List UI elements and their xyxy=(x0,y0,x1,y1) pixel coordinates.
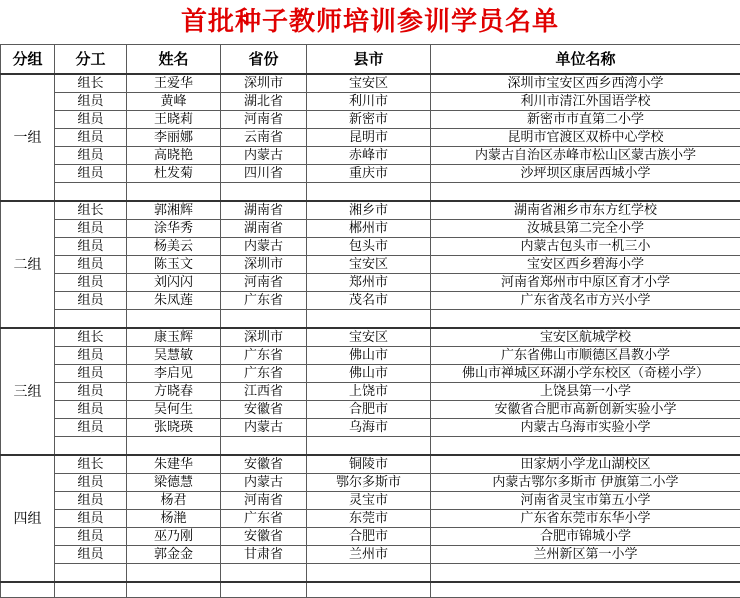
table-row xyxy=(1,365,740,383)
table-row xyxy=(1,383,740,401)
city-cell[interactable]: 赤峰市 xyxy=(307,147,431,165)
city-cell[interactable]: 合肥市 xyxy=(307,528,431,546)
province-cell[interactable]: 深圳市 xyxy=(221,328,307,347)
name-cell[interactable]: 康玉辉 xyxy=(127,328,221,347)
empty-cell[interactable] xyxy=(1,582,55,598)
name-cell[interactable]: 杨君 xyxy=(127,492,221,510)
organization-cell[interactable]: 宝安区西乡碧海小学 xyxy=(431,256,740,274)
table-row xyxy=(1,347,740,365)
role-cell[interactable]: 组员 xyxy=(55,474,127,492)
role-cell[interactable]: 组员 xyxy=(55,238,127,256)
city-cell[interactable]: 乌海市 xyxy=(307,419,431,437)
name-cell[interactable]: 涂华秀 xyxy=(127,220,221,238)
city-cell[interactable]: 兰州市 xyxy=(307,546,431,564)
empty-cell[interactable] xyxy=(431,183,740,202)
province-cell[interactable]: 河南省 xyxy=(221,111,307,129)
role-cell[interactable]: 组员 xyxy=(55,492,127,510)
role-cell[interactable]: 组长 xyxy=(55,455,127,474)
name-cell[interactable]: 杨美云 xyxy=(127,238,221,256)
province-cell[interactable]: 内蒙古 xyxy=(221,238,307,256)
name-cell[interactable]: 高晓艳 xyxy=(127,147,221,165)
city-cell[interactable]: 灵宝市 xyxy=(307,492,431,510)
name-cell[interactable]: 杜发菊 xyxy=(127,165,221,183)
organization-cell[interactable]: 汝城县第二完全小学 xyxy=(431,220,740,238)
table-row xyxy=(1,147,740,165)
empty-cell[interactable] xyxy=(431,582,740,598)
organization-cell[interactable]: 内蒙古乌海市实验小学 xyxy=(431,419,740,437)
empty-cell[interactable] xyxy=(221,310,307,329)
role-cell[interactable]: 组员 xyxy=(55,419,127,437)
city-cell[interactable]: 茂名市 xyxy=(307,292,431,310)
role-cell[interactable]: 组员 xyxy=(55,510,127,528)
province-cell[interactable]: 安徽省 xyxy=(221,401,307,419)
table-row xyxy=(1,419,740,437)
table-row xyxy=(1,455,740,474)
role-cell[interactable]: 组员 xyxy=(55,129,127,147)
empty-cell[interactable] xyxy=(221,582,307,598)
table-row xyxy=(1,201,740,220)
empty-cell[interactable] xyxy=(127,582,221,598)
organization-cell[interactable]: 内蒙古包头市一机三小 xyxy=(431,238,740,256)
city-cell[interactable]: 包头市 xyxy=(307,238,431,256)
name-cell[interactable]: 朱凤莲 xyxy=(127,292,221,310)
table-row xyxy=(1,93,740,111)
empty-cell[interactable] xyxy=(431,310,740,329)
table-row xyxy=(1,401,740,419)
city-cell[interactable]: 新密市 xyxy=(307,111,431,129)
city-cell[interactable]: 上饶市 xyxy=(307,383,431,401)
table-row xyxy=(1,111,740,129)
table-row xyxy=(1,165,740,183)
organization-cell[interactable]: 佛山市禅城区环湖小学东校区（奇槎小学） xyxy=(431,365,740,383)
role-cell[interactable]: 组员 xyxy=(55,147,127,165)
province-cell[interactable]: 安徽省 xyxy=(221,528,307,546)
province-cell[interactable]: 甘肃省 xyxy=(221,546,307,564)
organization-cell[interactable]: 昆明市官渡区双桥中心学校 xyxy=(431,129,740,147)
header-role[interactable]: 分工 xyxy=(55,45,127,75)
organization-cell[interactable]: 兰州新区第一小学 xyxy=(431,546,740,564)
table-row xyxy=(1,220,740,238)
city-cell[interactable]: 昆明市 xyxy=(307,129,431,147)
organization-cell[interactable]: 安徽省合肥市高新创新实验小学 xyxy=(431,401,740,419)
group-cell[interactable]: 一组 xyxy=(1,74,55,201)
province-cell[interactable]: 河南省 xyxy=(221,492,307,510)
name-cell[interactable]: 朱建华 xyxy=(127,455,221,474)
province-cell[interactable]: 湖北省 xyxy=(221,93,307,111)
table-row xyxy=(1,328,740,347)
organization-cell[interactable]: 上饶县第一小学 xyxy=(431,383,740,401)
organization-cell[interactable]: 广东省东莞市东华小学 xyxy=(431,510,740,528)
table-row xyxy=(1,74,740,93)
role-cell[interactable]: 组员 xyxy=(55,383,127,401)
empty-cell[interactable] xyxy=(127,564,221,583)
role-cell[interactable]: 组员 xyxy=(55,347,127,365)
province-cell[interactable]: 云南省 xyxy=(221,129,307,147)
empty-cell[interactable] xyxy=(431,564,740,583)
province-cell[interactable]: 四川省 xyxy=(221,165,307,183)
city-cell[interactable]: 郑州市 xyxy=(307,274,431,292)
organization-cell[interactable]: 宝安区航城学校 xyxy=(431,328,740,347)
city-cell[interactable]: 鄂尔多斯市 xyxy=(307,474,431,492)
province-cell[interactable]: 湖南省 xyxy=(221,220,307,238)
name-cell[interactable]: 郭湘辉 xyxy=(127,201,221,220)
organization-cell[interactable]: 河南省灵宝市第五小学 xyxy=(431,492,740,510)
province-cell[interactable]: 湖南省 xyxy=(221,201,307,220)
name-cell[interactable]: 刘闪闪 xyxy=(127,274,221,292)
city-cell[interactable]: 佛山市 xyxy=(307,347,431,365)
partial-row xyxy=(1,582,740,598)
organization-cell[interactable]: 内蒙古自治区赤峰市松山区蒙古族小学 xyxy=(431,147,740,165)
empty-cell[interactable] xyxy=(55,310,127,329)
empty-cell[interactable] xyxy=(55,564,127,583)
role-cell[interactable]: 组员 xyxy=(55,546,127,564)
organization-cell[interactable]: 内蒙古鄂尔多斯市 伊旗第二小学 xyxy=(431,474,740,492)
group-cell[interactable]: 三组 xyxy=(1,328,55,455)
role-cell[interactable]: 组员 xyxy=(55,111,127,129)
organization-cell[interactable]: 河南省郑州市中原区育才小学 xyxy=(431,274,740,292)
header-city[interactable]: 县市 xyxy=(307,45,431,75)
role-cell[interactable]: 组长 xyxy=(55,74,127,93)
sheet-title: 首批种子教师培训参训学员名单 xyxy=(0,0,740,44)
province-cell[interactable]: 广东省 xyxy=(221,292,307,310)
city-cell[interactable]: 东莞市 xyxy=(307,510,431,528)
province-cell[interactable]: 广东省 xyxy=(221,510,307,528)
role-cell[interactable]: 组长 xyxy=(55,328,127,347)
province-cell[interactable]: 广东省 xyxy=(221,365,307,383)
roster-body xyxy=(1,74,740,598)
name-cell[interactable]: 李启见 xyxy=(127,365,221,383)
blank-row xyxy=(1,183,740,202)
role-cell[interactable]: 组员 xyxy=(55,365,127,383)
table-row xyxy=(1,492,740,510)
name-cell[interactable]: 王晓莉 xyxy=(127,111,221,129)
blank-row xyxy=(1,437,740,456)
city-cell[interactable]: 佛山市 xyxy=(307,365,431,383)
blank-row xyxy=(1,310,740,329)
name-cell[interactable]: 梁德慧 xyxy=(127,474,221,492)
province-cell[interactable]: 广东省 xyxy=(221,347,307,365)
city-cell[interactable]: 铜陵市 xyxy=(307,455,431,474)
empty-cell[interactable] xyxy=(55,183,127,202)
empty-cell[interactable] xyxy=(127,437,221,456)
empty-cell[interactable] xyxy=(127,310,221,329)
empty-cell[interactable] xyxy=(307,437,431,456)
header-group[interactable]: 分组 xyxy=(1,45,55,75)
empty-cell[interactable] xyxy=(221,183,307,202)
table-row xyxy=(1,238,740,256)
name-cell[interactable]: 巫乃刚 xyxy=(127,528,221,546)
table-row xyxy=(1,274,740,292)
header-province[interactable]: 省份 xyxy=(221,45,307,75)
empty-cell[interactable] xyxy=(307,582,431,598)
empty-cell[interactable] xyxy=(55,437,127,456)
role-cell[interactable]: 组员 xyxy=(55,256,127,274)
organization-cell[interactable]: 田家炳小学龙山湖校区 xyxy=(431,455,740,474)
organization-cell[interactable]: 沙坪坝区康居西城小学 xyxy=(431,165,740,183)
city-cell[interactable]: 郴州市 xyxy=(307,220,431,238)
role-cell[interactable]: 组员 xyxy=(55,274,127,292)
organization-cell[interactable]: 新密市市直第二小学 xyxy=(431,111,740,129)
name-cell[interactable]: 陈玉文 xyxy=(127,256,221,274)
role-cell[interactable]: 组员 xyxy=(55,528,127,546)
table-row xyxy=(1,129,740,147)
group-cell[interactable]: 四组 xyxy=(1,455,55,582)
roster-table xyxy=(0,44,740,598)
role-cell[interactable]: 组长 xyxy=(55,201,127,220)
name-cell[interactable]: 黄峰 xyxy=(127,93,221,111)
name-cell[interactable]: 王爱华 xyxy=(127,74,221,93)
role-cell[interactable]: 组员 xyxy=(55,220,127,238)
city-cell[interactable]: 合肥市 xyxy=(307,401,431,419)
province-cell[interactable]: 江西省 xyxy=(221,383,307,401)
empty-cell[interactable] xyxy=(307,183,431,202)
province-cell[interactable]: 深圳市 xyxy=(221,256,307,274)
city-cell[interactable]: 宝安区 xyxy=(307,328,431,347)
organization-cell[interactable]: 利川市清江外国语学校 xyxy=(431,93,740,111)
table-row xyxy=(1,292,740,310)
header-row xyxy=(1,45,740,75)
empty-cell[interactable] xyxy=(127,183,221,202)
organization-cell[interactable]: 深圳市宝安区西乡西湾小学 xyxy=(431,74,740,93)
role-cell[interactable]: 组员 xyxy=(55,292,127,310)
province-cell[interactable]: 内蒙古 xyxy=(221,419,307,437)
province-cell[interactable]: 安徽省 xyxy=(221,455,307,474)
name-cell[interactable]: 杨滟 xyxy=(127,510,221,528)
empty-cell[interactable] xyxy=(55,582,127,598)
city-cell[interactable]: 宝安区 xyxy=(307,74,431,93)
table-row xyxy=(1,510,740,528)
city-cell[interactable]: 重庆市 xyxy=(307,165,431,183)
role-cell[interactable]: 组员 xyxy=(55,401,127,419)
table-row xyxy=(1,528,740,546)
city-cell[interactable]: 宝安区 xyxy=(307,256,431,274)
role-cell[interactable]: 组员 xyxy=(55,93,127,111)
empty-cell[interactable] xyxy=(307,564,431,583)
blank-row xyxy=(1,564,740,583)
name-cell[interactable]: 李丽娜 xyxy=(127,129,221,147)
table-row xyxy=(1,546,740,564)
role-cell[interactable]: 组员 xyxy=(55,165,127,183)
city-cell[interactable]: 湘乡市 xyxy=(307,201,431,220)
header-organization[interactable]: 单位名称 xyxy=(431,45,740,75)
organization-cell[interactable]: 广东省茂名市方兴小学 xyxy=(431,292,740,310)
empty-cell[interactable] xyxy=(431,437,740,456)
organization-cell[interactable]: 合肥市锦城小学 xyxy=(431,528,740,546)
header-name[interactable]: 姓名 xyxy=(127,45,221,75)
name-cell[interactable]: 吴慧敏 xyxy=(127,347,221,365)
name-cell[interactable]: 吴何生 xyxy=(127,401,221,419)
organization-cell[interactable]: 广东省佛山市顺德区昌教小学 xyxy=(431,347,740,365)
name-cell[interactable]: 张晓瑛 xyxy=(127,419,221,437)
province-cell[interactable]: 河南省 xyxy=(221,274,307,292)
city-cell[interactable]: 利川市 xyxy=(307,93,431,111)
province-cell[interactable]: 内蒙古 xyxy=(221,147,307,165)
name-cell[interactable]: 郭金金 xyxy=(127,546,221,564)
empty-cell[interactable] xyxy=(221,564,307,583)
name-cell[interactable]: 方晓春 xyxy=(127,383,221,401)
empty-cell[interactable] xyxy=(221,437,307,456)
table-row xyxy=(1,256,740,274)
province-cell[interactable]: 内蒙古 xyxy=(221,474,307,492)
group-cell[interactable]: 二组 xyxy=(1,201,55,328)
table-row xyxy=(1,474,740,492)
province-cell[interactable]: 深圳市 xyxy=(221,74,307,93)
organization-cell[interactable]: 湖南省湘乡市东方红学校 xyxy=(431,201,740,220)
empty-cell[interactable] xyxy=(307,310,431,329)
